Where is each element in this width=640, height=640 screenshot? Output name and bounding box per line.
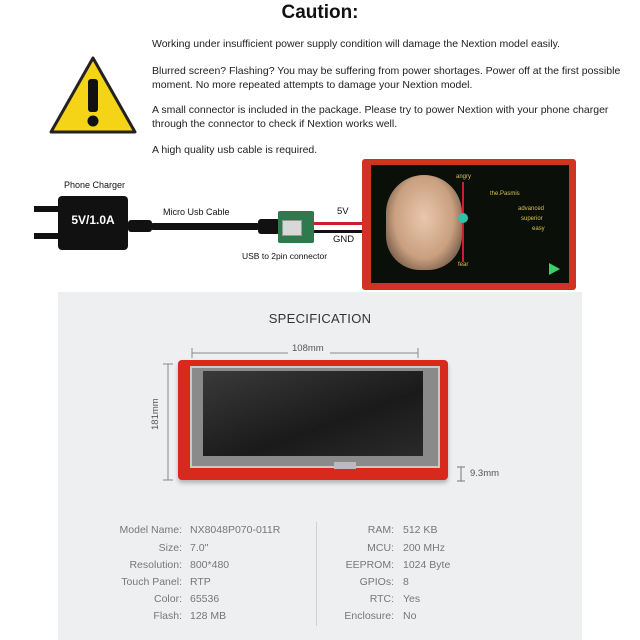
display-connector <box>334 462 356 469</box>
specification-title: SPECIFICATION <box>268 311 372 326</box>
screen-text-fear: fear <box>458 262 469 268</box>
dimension-height: 181mm <box>150 398 161 430</box>
micro-usb-cable <box>150 223 260 230</box>
spec-label-rtc: RTC: <box>369 593 394 605</box>
caution-paragraph-1: Working under insufficient power supply condition will damage the Nextion model easily. <box>152 38 560 50</box>
plug-prong-top <box>34 206 60 212</box>
spec-value-model-name: NX8048P070-011R <box>190 524 281 536</box>
spec-label-ram: RAM: <box>367 524 394 536</box>
spec-value-gpios: 8 <box>403 576 409 588</box>
spec-value-size: 7.0" <box>190 542 209 554</box>
spec-value-enclosure: No <box>403 610 417 622</box>
spec-label-resolution: Resolution: <box>129 559 182 571</box>
spec-label-touch-panel: Touch Panel: <box>121 576 182 588</box>
spec-value-mcu: 200 MHz <box>403 542 446 554</box>
spec-value-flash: 128 MB <box>190 610 227 622</box>
spec-label-flash: Flash: <box>153 610 182 622</box>
spec-label-mcu: MCU: <box>367 542 394 554</box>
spec-label-color: Color: <box>153 593 182 605</box>
charger-rating-label: 5V/1.0A <box>71 213 115 227</box>
spec-label-gpios: GPIOs: <box>359 576 394 588</box>
play-icon <box>549 263 560 275</box>
screen-text-brand: the.Pasmis <box>490 191 520 197</box>
micro-usb-cable-label: Micro Usb Cable <box>163 207 230 217</box>
display-panel <box>203 371 423 456</box>
screen-slider-knob <box>458 213 468 223</box>
wire-5v-label: 5V <box>337 206 349 217</box>
spec-label-enclosure: Enclosure: <box>344 610 394 622</box>
dimension-width: 108mm <box>292 343 324 354</box>
wire-gnd <box>314 230 362 233</box>
screen-text-advanced: advanced <box>518 206 545 212</box>
wire-5v <box>314 222 362 225</box>
depth-dimension-marker <box>456 466 466 482</box>
phone-charger-label: Phone Charger <box>64 180 126 190</box>
usb-port <box>282 220 302 236</box>
caution-paragraph-2: Blurred screen? Flashing? You may be suffering from power shortages. Power off at the first possible moment. No more repeated attempts to damage your Nextion model. <box>152 65 621 91</box>
connector-label: USB to 2pin connector <box>242 251 328 261</box>
spec-value-resolution: 800*480 <box>190 559 230 571</box>
screen-text-easy: easy <box>532 226 545 232</box>
screen-text-superior: superior <box>521 216 543 222</box>
height-dimension-line <box>160 362 176 482</box>
spec-label-model-name: Model Name: <box>119 524 182 536</box>
spec-value-eeprom: 1024 Byte <box>403 559 451 571</box>
face-image <box>386 175 462 270</box>
spec-label-size: Size: <box>158 542 182 554</box>
warning-icon <box>48 55 138 135</box>
micro-usb-plug <box>258 219 280 234</box>
spec-value-ram: 512 KB <box>403 524 438 536</box>
plug-prong-bottom <box>34 233 60 239</box>
charger-usb-end <box>128 220 152 232</box>
spec-value-rtc: Yes <box>403 593 421 605</box>
spec-value-touch-panel: RTP <box>190 576 211 588</box>
dimension-depth: 9.3mm <box>470 468 500 479</box>
caution-paragraph-4: A high quality usb cable is required. <box>152 144 318 156</box>
wire-gnd-label: GND <box>333 234 355 245</box>
caution-title: Caution: <box>281 2 359 23</box>
screen-text-angry: angry <box>456 174 472 180</box>
spec-value-color: 65536 <box>190 593 220 605</box>
caution-paragraph-3: A small connector is included in the package. Please try to power Nextion with your phone charger through the connector to check if Nextion works well. <box>152 104 609 130</box>
spec-label-eeprom: EEPROM: <box>345 559 394 571</box>
